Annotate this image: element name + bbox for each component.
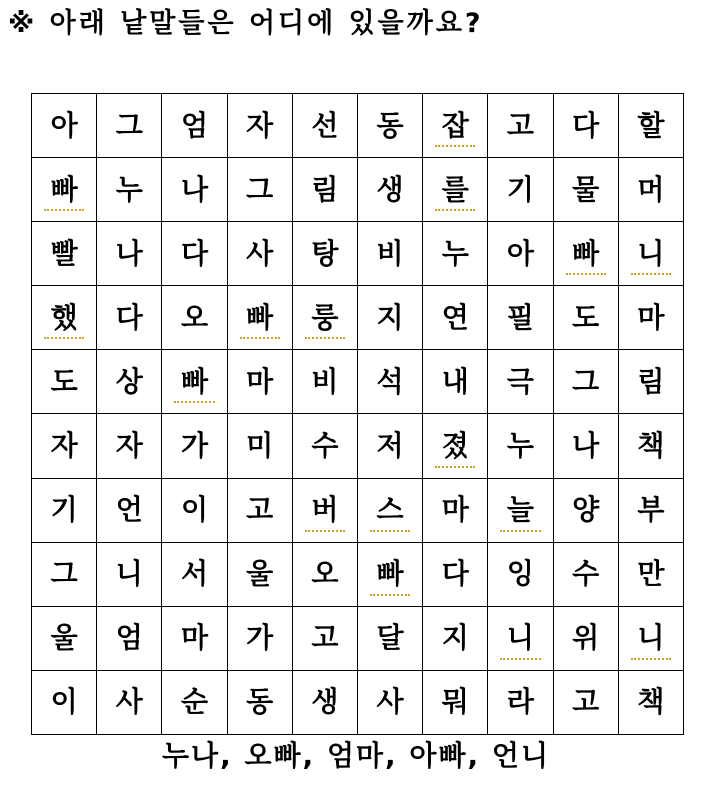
grid-row — [32, 606, 684, 670]
grid-cell: 지 — [423, 606, 488, 670]
grid-cell: 가 — [162, 414, 227, 478]
word-search-grid — [31, 93, 684, 735]
grid-cell: 내 — [423, 350, 488, 414]
grid-cell: 고 — [488, 94, 553, 158]
grid-cell: 고 — [292, 606, 357, 670]
grid-row — [32, 158, 684, 222]
grid-cell: 석 — [357, 350, 422, 414]
word-list: 누나, 오빠, 엄마, 아빠, 언니 — [161, 739, 551, 772]
grid-cell: 지 — [357, 286, 422, 350]
grid-cell: 빠 — [162, 350, 227, 414]
grid-row — [32, 350, 684, 414]
grid-cell: 물 — [553, 158, 618, 222]
grid-cell: 엄 — [97, 606, 162, 670]
grid-cell: 부 — [618, 478, 683, 542]
grid-cell: 도 — [32, 350, 97, 414]
grid-cell: 빠 — [553, 222, 618, 286]
grid-cell: 그 — [553, 350, 618, 414]
grid-cell: 사 — [357, 670, 422, 734]
grid-cell: 탕 — [292, 222, 357, 286]
grid-cell: 기 — [488, 158, 553, 222]
grid-row — [32, 94, 684, 158]
grid-cell: 라 — [488, 670, 553, 734]
grid-cell: 도 — [553, 286, 618, 350]
grid-cell: 이 — [32, 670, 97, 734]
grid-cell: 위 — [553, 606, 618, 670]
grid-cell: 누 — [97, 158, 162, 222]
grid-cell: 누 — [423, 222, 488, 286]
grid-cell: 양 — [553, 478, 618, 542]
grid-cell: 언 — [97, 478, 162, 542]
grid-cell: 저 — [357, 414, 422, 478]
grid-cell: 나 — [97, 222, 162, 286]
grid-cell: 사 — [227, 222, 292, 286]
grid-cell: 이 — [162, 478, 227, 542]
grid-row — [32, 670, 684, 734]
grid-row — [32, 478, 684, 542]
grid-cell: 나 — [162, 158, 227, 222]
grid-cell: 책 — [618, 414, 683, 478]
grid-cell: 생 — [292, 670, 357, 734]
grid-cell: 비 — [292, 350, 357, 414]
grid-cell: 아 — [32, 94, 97, 158]
grid-cell: 오 — [292, 542, 357, 606]
grid-cell: 다 — [97, 286, 162, 350]
grid-cell: 스 — [357, 478, 422, 542]
grid-cell: 극 — [488, 350, 553, 414]
grid-cell: 생 — [357, 158, 422, 222]
grid-cell: 아 — [488, 222, 553, 286]
grid-cell: 뭐 — [423, 670, 488, 734]
grid-cell: 울 — [32, 606, 97, 670]
grid-cell: 책 — [618, 670, 683, 734]
grid-cell: 수 — [292, 414, 357, 478]
grid-cell: 연 — [423, 286, 488, 350]
grid-cell: 했 — [32, 286, 97, 350]
grid-cell: 사 — [97, 670, 162, 734]
grid-row — [32, 222, 684, 286]
grid-cell: 빠 — [32, 158, 97, 222]
grid-cell: 동 — [357, 94, 422, 158]
grid-cell: 림 — [292, 158, 357, 222]
grid-cell: 가 — [227, 606, 292, 670]
grid-cell: 할 — [618, 94, 683, 158]
grid-cell: 수 — [553, 542, 618, 606]
grid-cell: 룽 — [292, 286, 357, 350]
grid-cell: 잡 — [423, 94, 488, 158]
grid-cell: 고 — [227, 478, 292, 542]
grid-cell: 니 — [97, 542, 162, 606]
grid-cell: 달 — [357, 606, 422, 670]
grid-cell: 상 — [97, 350, 162, 414]
grid-cell: 다 — [162, 222, 227, 286]
grid-row — [32, 542, 684, 606]
grid-cell: 마 — [618, 286, 683, 350]
grid-cell: 마 — [162, 606, 227, 670]
grid-cell: 마 — [423, 478, 488, 542]
grid-cell: 니 — [488, 606, 553, 670]
grid-cell: 그 — [32, 542, 97, 606]
grid-cell: 서 — [162, 542, 227, 606]
grid-cell: 니 — [618, 222, 683, 286]
grid-cell: 나 — [553, 414, 618, 478]
grid-cell: 림 — [618, 350, 683, 414]
grid-cell: 울 — [227, 542, 292, 606]
grid-cell: 머 — [618, 158, 683, 222]
grid-cell: 오 — [162, 286, 227, 350]
grid-cell: 를 — [423, 158, 488, 222]
grid-cell: 자 — [97, 414, 162, 478]
grid-cell: 만 — [618, 542, 683, 606]
grid-cell: 졌 — [423, 414, 488, 478]
grid-cell: 기 — [32, 478, 97, 542]
grid-cell: 자 — [32, 414, 97, 478]
grid-cell: 빠 — [227, 286, 292, 350]
grid-cell: 고 — [553, 670, 618, 734]
grid-cell: 빠 — [357, 542, 422, 606]
grid-cell: 엄 — [162, 94, 227, 158]
grid-cell: 마 — [227, 350, 292, 414]
grid-cell: 미 — [227, 414, 292, 478]
grid-cell: 다 — [553, 94, 618, 158]
grid-cell: 버 — [292, 478, 357, 542]
grid-cell: 순 — [162, 670, 227, 734]
grid-cell: 누 — [488, 414, 553, 478]
grid-row — [32, 286, 684, 350]
page-title: ※ 아래 낱말들은 어디에 있을까요? — [8, 8, 484, 39]
grid-cell: 그 — [97, 94, 162, 158]
grid-cell: 늘 — [488, 478, 553, 542]
grid-cell: 자 — [227, 94, 292, 158]
grid-cell: 그 — [227, 158, 292, 222]
grid-cell: 다 — [423, 542, 488, 606]
grid-cell: 잉 — [488, 542, 553, 606]
grid-cell: 니 — [618, 606, 683, 670]
grid-cell: 필 — [488, 286, 553, 350]
grid-cell: 빨 — [32, 222, 97, 286]
grid-cell: 선 — [292, 94, 357, 158]
grid-row — [32, 414, 684, 478]
grid-cell: 동 — [227, 670, 292, 734]
grid-cell: 비 — [357, 222, 422, 286]
